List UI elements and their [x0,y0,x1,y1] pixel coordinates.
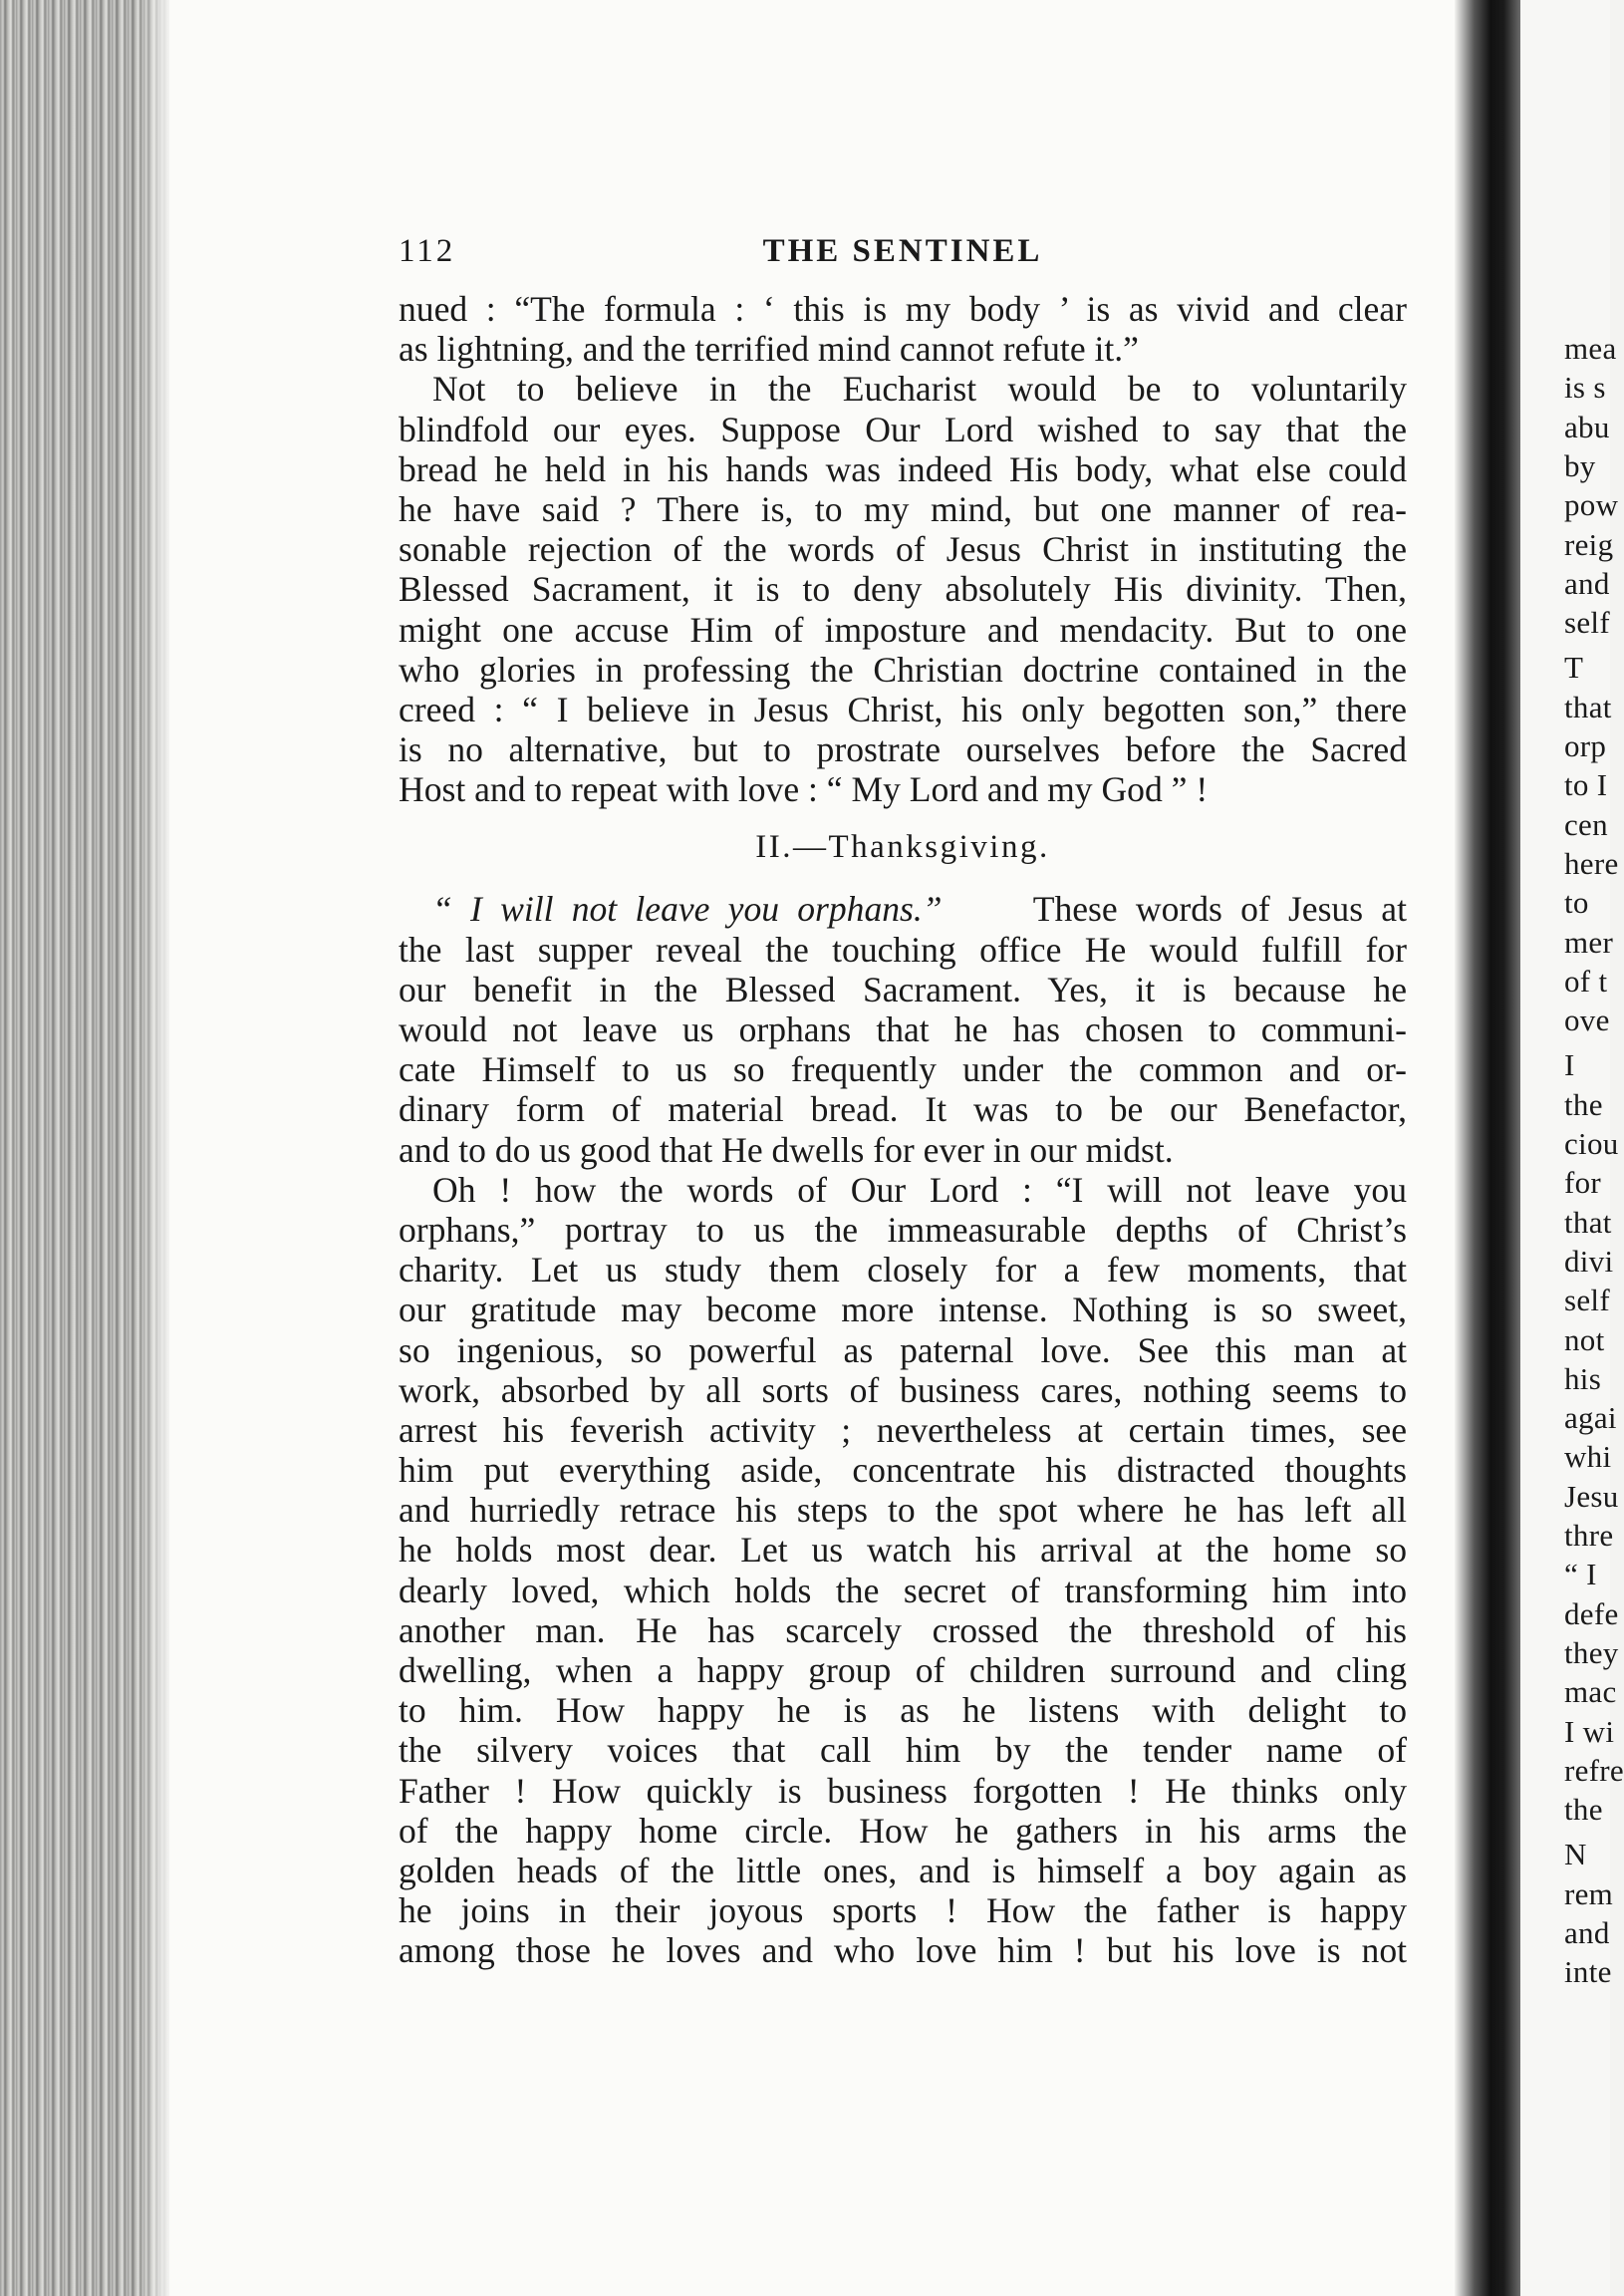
text-line: the silvery voices that call him by the tender name of [399,1730,1407,1771]
text-line: he holds most dear. Let us watch his arrival at the home so [399,1530,1407,1571]
text-line: creed : “ I believe in Jesus Christ, his only begotten son,” there [399,689,1407,729]
facing-page-fragment: agai [1564,1400,1617,1436]
facing-page-fragment: and [1564,1915,1610,1950]
facing-page-fragment: here [1564,845,1619,881]
text-line: nued : “The formula : ‘ this is my body ’ is as vivid and clear [399,289,1407,329]
text-line: of the happy home circle. How he gathers in his arms the [399,1810,1407,1851]
facing-page-fragment: self [1564,1283,1610,1318]
text-line: Father ! How quickly is business forgotten ! He thinks only [399,1770,1407,1811]
facing-page-fragment: of t [1564,963,1608,999]
facing-page-fragment: ove [1564,1003,1610,1038]
facing-page-fragment: defe [1564,1595,1619,1631]
facing-page-fragment: mea [1564,331,1617,366]
facing-page-fragment: whi [1564,1439,1612,1475]
facing-page-fragment: self [1564,605,1610,641]
text-line: he joins in their joyous sports ! How the father is happy [399,1890,1407,1931]
text-line: who glories in professing the Christian doctrine contained in the [399,649,1407,690]
facing-page-fragment: abu [1564,409,1610,444]
text-line: the last supper reveal the touching office He would fulfill for [399,929,1407,970]
text-line: would not leave us orphans that he has chosen to communi- [399,1009,1407,1049]
facing-page-fragment: inte [1564,1954,1612,1990]
text-line: blindfold our eyes. Suppose Our Lord wished to say that the [399,409,1407,449]
facing-page-fragment: “ I [1564,1557,1597,1592]
facing-page-fragment: I wi [1564,1713,1615,1749]
facing-page-fragment: mac [1564,1674,1617,1710]
text-line: he have said ? There is, to my mind, but one manner of rea- [399,488,1407,529]
text-line: to him. How happy he is as he listens with delight to [399,1690,1407,1731]
page-text-block [399,227,1407,1971]
facing-page-fragment: to I [1564,767,1608,803]
left-page-edges [0,0,169,2296]
facing-page [1520,0,1624,2296]
facing-page-fragment: not [1564,1321,1605,1357]
text-line: him put everything aside, concentrate his distracted thoughts [399,1450,1407,1491]
text-line: our benefit in the Blessed Sacrament. Yes, it is because he [399,969,1407,1009]
facing-page-fragment: pow [1564,487,1619,523]
facing-page-fragment: thre [1564,1518,1614,1553]
paragraph-block-2 [399,889,1407,1970]
book-spine-shadow [1455,0,1520,2296]
text-line: charity. Let us study them closely for a few moments, that [399,1250,1407,1291]
facing-page-fragment: mer [1564,924,1614,960]
text-line: work, absorbed by all sorts of business cares, nothing seems to [399,1369,1407,1410]
facing-page-fragment: the [1564,1792,1603,1828]
facing-page-fragment: is s [1564,370,1606,406]
text-line: another man. He has scarcely crossed the threshold of his [399,1609,1407,1650]
text-line: might one accuse Him of imposture and mendacity. But to one [399,609,1407,650]
running-title: THE SENTINEL [762,233,1043,269]
paragraph-block-1 [399,289,1407,809]
text-line: as lightning, and the terrified mind cannot refute it.” [399,329,1139,370]
text-line: Host and to repeat with love : “ My Lord and my God ” ! [399,769,1209,810]
facing-page-fragment: to [1564,885,1589,921]
quote-italic: “ I will not leave you orphans.” [432,889,943,930]
text-line: Oh ! how the words of Our Lord : “I will not leave you [432,1169,1407,1210]
facing-page-fragment: the [1564,1086,1603,1122]
text-line: dearly loved, which holds the secret of transforming him into [399,1570,1407,1610]
facing-page-fragment: Jesu [1564,1478,1619,1514]
facing-page-fragment: T [1564,650,1584,686]
text-line: orphans,” portray to us the immeasurable depths of Christ’s [399,1209,1407,1250]
text-line: dinary form of material bread. It was to be our Benefactor, [399,1089,1407,1130]
text-line: and to do us good that He dwells for ever in our midst. [399,1129,1174,1170]
facing-page-fragment: that [1564,1204,1612,1240]
quote-continuation: These words of Jesus at [1032,889,1407,930]
facing-page-fragment: I [1564,1047,1575,1083]
text-line: sonable rejection of the words of Jesus Christ in instituting the [399,529,1407,570]
text-line [399,889,1407,929]
facing-page-fragment: divi [1564,1243,1614,1279]
facing-page-fragment: rem [1564,1875,1614,1911]
text-line: among those he loves and who love him ! but his love is not [399,1930,1407,1971]
facing-page-fragment: cen [1564,806,1608,842]
section-heading: II.—Thanksgiving. [755,829,1050,866]
facing-page-fragment: for [1564,1165,1602,1201]
facing-page-fragment: by [1564,447,1596,483]
page-number: 112 [399,233,456,269]
text-line: bread he held in his hands was indeed His body, what else could [399,448,1407,489]
text-line: our gratitude may become more intense. Nothing is so sweet, [399,1290,1407,1330]
facing-page-fragment: they [1564,1634,1619,1670]
text-line: Blessed Sacrament, it is to deny absolutely His divinity. Then, [399,569,1407,610]
facing-page-fragment: refre [1564,1752,1624,1788]
facing-page-fragment: orp [1564,728,1607,763]
text-line: cate Himself to us so frequently under the common and or- [399,1049,1407,1090]
text-line: is no alternative, but to prostrate ourselves before the Sacred [399,729,1407,770]
facing-page-fragment: and [1564,565,1610,601]
facing-page-fragment: that [1564,689,1612,724]
facing-page-fragment: his [1564,1360,1602,1396]
facing-page-fragment: N [1564,1837,1587,1872]
page-header [399,227,1407,289]
text-line: Not to believe in the Eucharist would be to voluntarily [432,369,1407,410]
facing-page-fragment: ciou [1564,1126,1619,1161]
text-line: and hurriedly retrace his steps to the spot where he has left all [399,1490,1407,1531]
text-line: so ingenious, so powerful as paternal love. See this man at [399,1329,1407,1370]
text-line: golden heads of the little ones, and is himself a boy again as [399,1850,1407,1890]
text-line: arrest his feverish activity ; nevertheless at certain times, see [399,1409,1407,1450]
facing-page-fragment: reig [1564,526,1614,562]
text-line: dwelling, when a happy group of children surround and cling [399,1650,1407,1690]
